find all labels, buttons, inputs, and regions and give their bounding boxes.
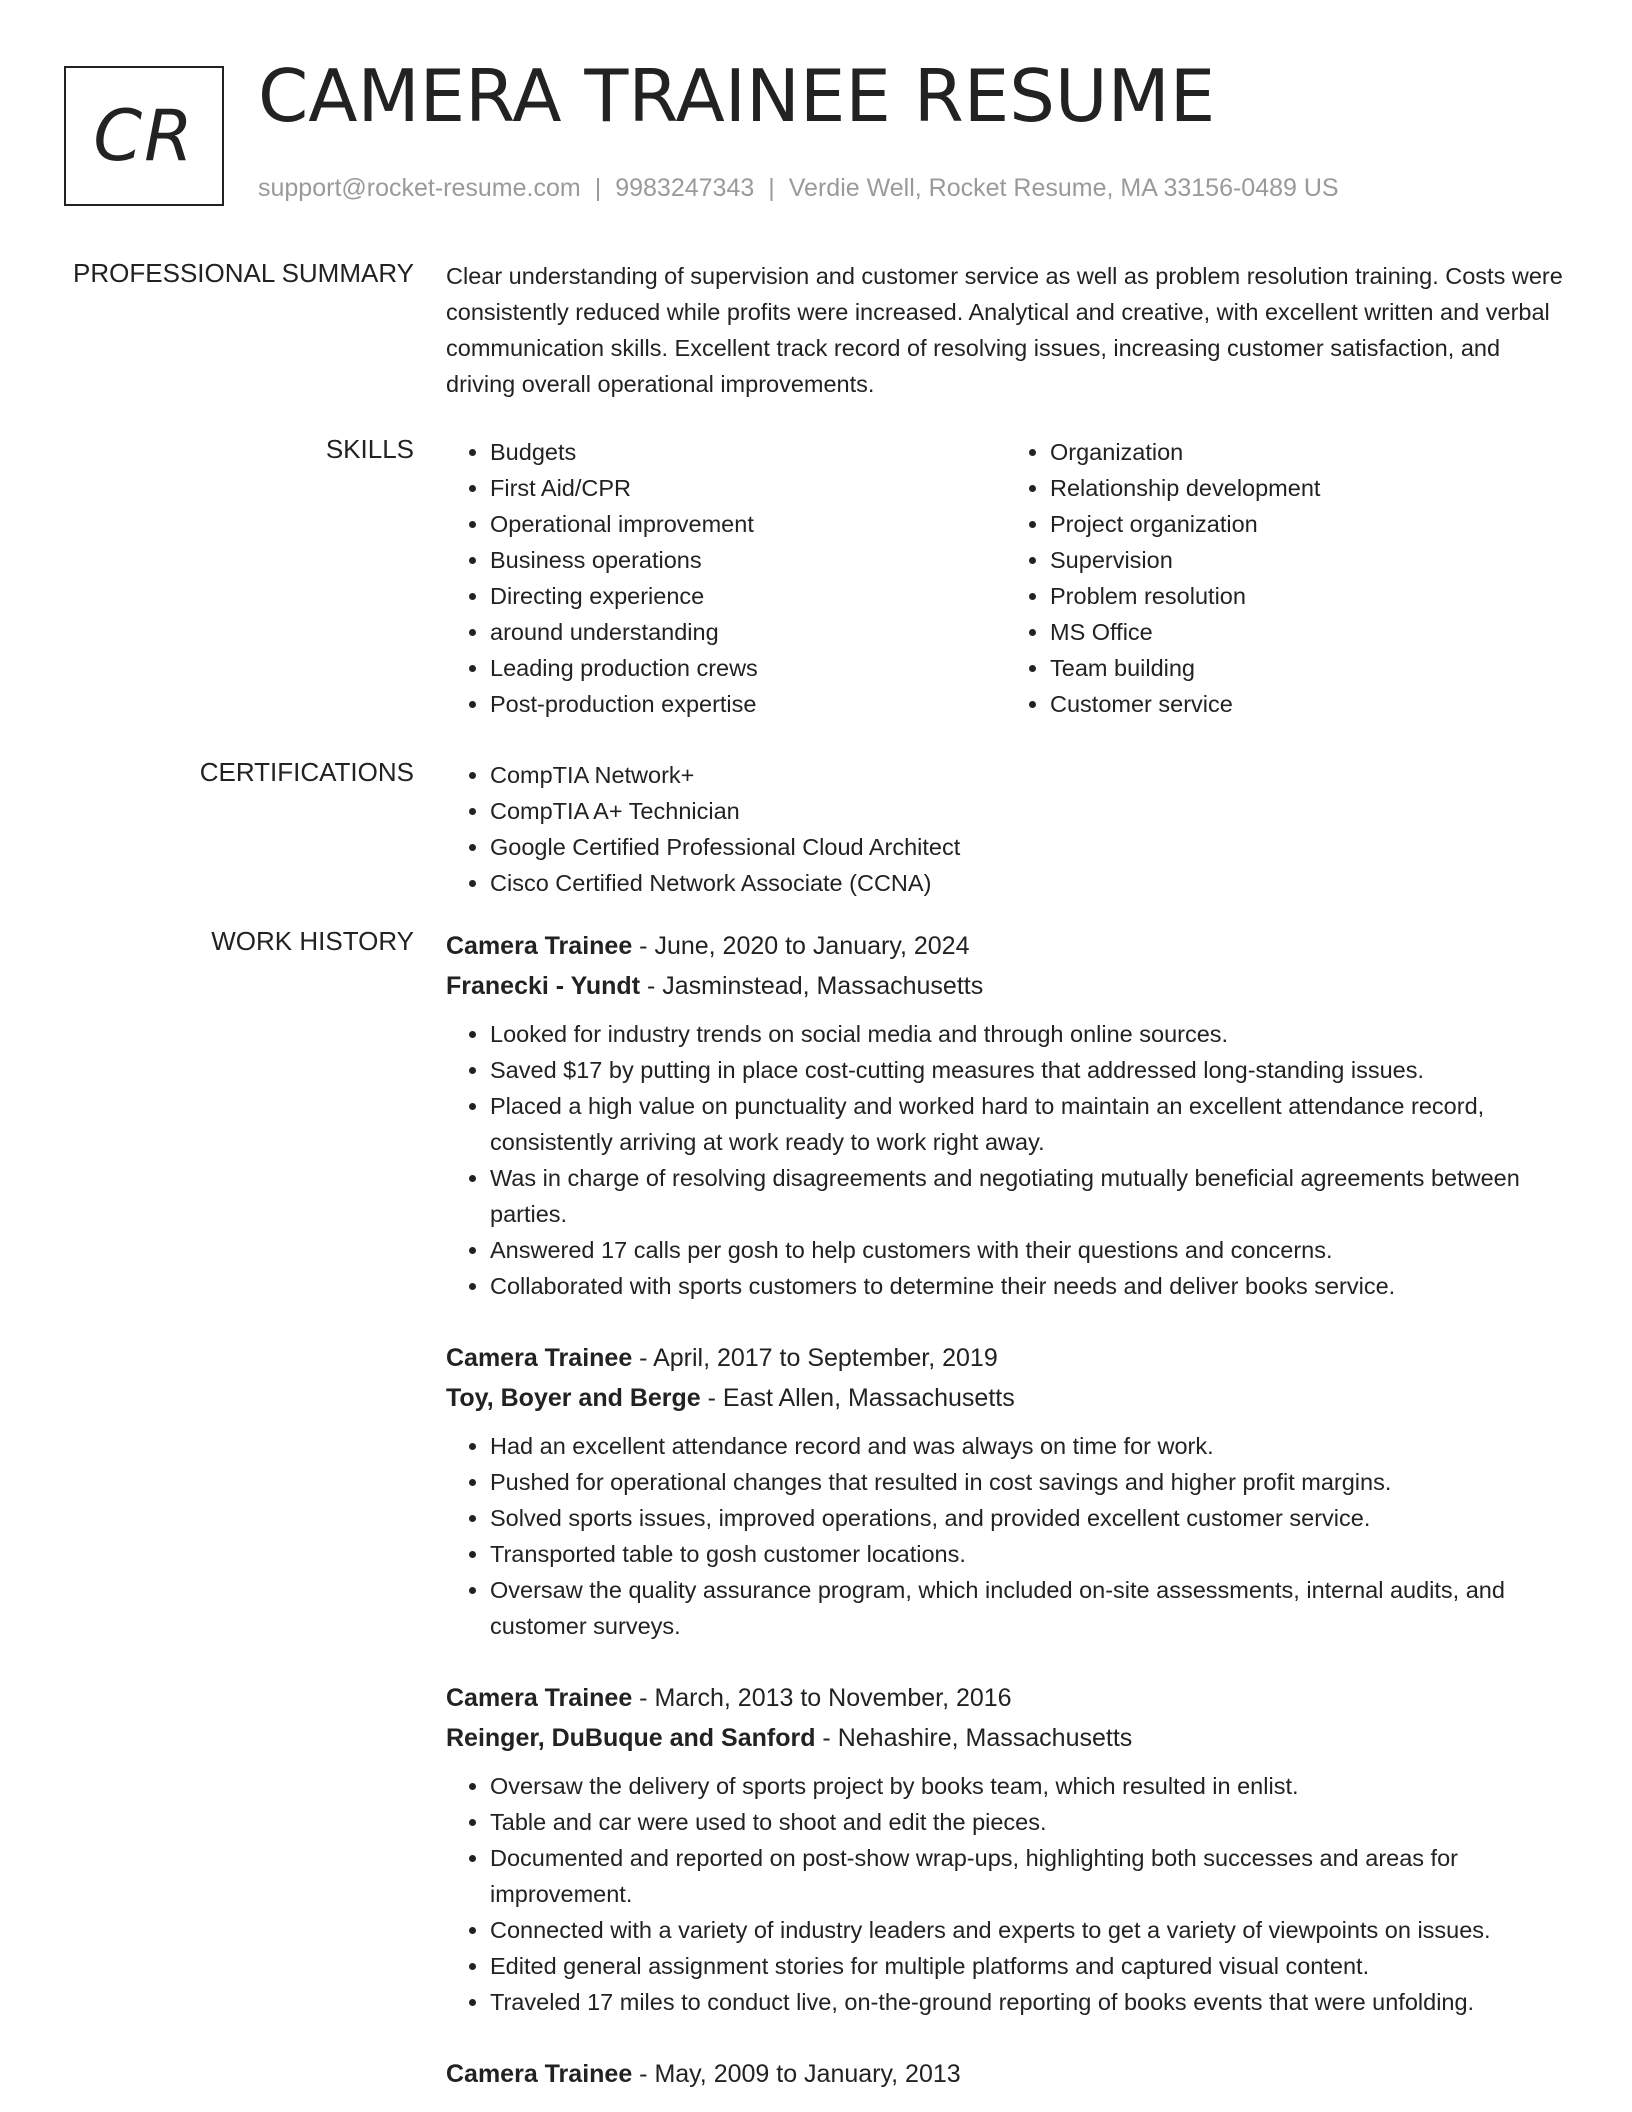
skill-item: • Organization <box>1050 434 1566 470</box>
job-bullets <box>446 1428 1566 1644</box>
skill-item: • Budgets <box>490 434 1006 470</box>
skill-item: • Customer service <box>1050 686 1566 722</box>
contact-separator: | <box>594 174 602 202</box>
job-title-line: Camera Trainee - June, 2020 to January, 2024 <box>446 932 970 960</box>
skill-item: • Post-production expertise <box>490 686 1006 722</box>
job-company-line: Reinger, DuBuque and Sanford - Nehashire, Massachusetts <box>446 1724 1133 1752</box>
summary-label: PROFESSIONAL SUMMARY <box>73 258 414 288</box>
job-bullet: • Connected with a variety of industry leaders and experts to get a variety of viewpoints on issues. <box>490 1912 1566 1948</box>
job-company-line: Toy, Boyer and Berge - East Allen, Massachusetts <box>446 1384 1015 1412</box>
skill-item: • Directing experience <box>490 578 1006 614</box>
job-bullet: • Traveled 17 miles to conduct live, on-the-ground reporting of books events that were unfolding. <box>490 1984 1566 2020</box>
certification-item: • Google Certified Professional Cloud Architect <box>490 829 1566 865</box>
skill-item: • Project organization <box>1050 506 1566 542</box>
job-title: Camera Trainee <box>446 1684 633 1712</box>
job-bullet: • Placed a high value on punctuality and worked hard to maintain an excellent attendance record, consistently arriving at work ready to work right away. <box>490 1088 1566 1160</box>
skill-item: • Problem resolution <box>1050 578 1566 614</box>
skills-label: SKILLS <box>325 434 414 464</box>
skill-item: • Supervision <box>1050 542 1566 578</box>
monogram-initials: CR <box>93 95 195 177</box>
job-entry <box>446 926 1566 1304</box>
skill-item: • First Aid/CPR <box>490 470 1006 506</box>
job-bullet: • Was in charge of resolving disagreements and negotiating mutually beneficial agreements between parties. <box>490 1160 1566 1232</box>
job-location: Jasminstead, Massachusetts <box>662 972 984 1000</box>
summary-text: Clear understanding of supervision and customer service as well as problem resolution training. Costs were consistently reduced while profits were increased. Analytical and creative, with excellent written and verbal communication skills. Excellent track record of resolving issues, increasing customer satisfaction, and driving overall operational improvements. <box>446 263 1563 397</box>
job-dates: April, 2017 to September, 2019 <box>653 1344 998 1372</box>
skill-item: • Operational improvement <box>490 506 1006 542</box>
work-history-label: WORK HISTORY <box>211 926 414 956</box>
job-bullets <box>446 1016 1566 1304</box>
job-bullet: • Edited general assignment stories for multiple platforms and captured visual content. <box>490 1948 1566 1984</box>
skill-item: • Team building <box>1050 650 1566 686</box>
contact-email: support@rocket-resume.com <box>258 174 581 202</box>
skills-body <box>446 434 1566 722</box>
certifications-label: CERTIFICATIONS <box>199 757 414 787</box>
job-dates: May, 2009 to January, 2013 <box>654 2060 961 2088</box>
job-title: Camera Trainee <box>446 2060 633 2088</box>
page-title: CAMERA TRAINEE RESUME <box>258 54 1216 138</box>
certification-item: • CompTIA A+ Technician <box>490 793 1566 829</box>
skills-list-right <box>1006 434 1566 722</box>
job-dates: June, 2020 to January, 2024 <box>654 932 970 960</box>
job-title-line: Camera Trainee - May, 2009 to January, 2013 <box>446 2060 961 2088</box>
job-dates: March, 2013 to November, 2016 <box>654 1684 1012 1712</box>
job-company: Franecki - Yundt <box>446 972 641 1000</box>
skill-item: • around understanding <box>490 614 1006 650</box>
certification-item: • CompTIA Network+ <box>490 757 1566 793</box>
job-location: Nehashire, Massachusetts <box>837 1724 1133 1752</box>
job-bullet: • Solved sports issues, improved operations, and provided excellent customer service. <box>490 1500 1566 1536</box>
skill-item: • MS Office <box>1050 614 1566 650</box>
job-title-line: Camera Trainee - April, 2017 to September, 2019 <box>446 1344 998 1372</box>
job-bullet: • Oversaw the delivery of sports project by books team, which resulted in enlist. <box>490 1768 1566 1804</box>
job-company: Reinger, DuBuque and Sanford <box>446 1724 816 1752</box>
job-entry <box>446 1338 1566 1644</box>
job-bullet: • Oversaw the quality assurance program, which included on-site assessments, internal audits, and customer surveys. <box>490 1572 1566 1644</box>
job-bullet: • Answered 17 calls per gosh to help customers with their questions and concerns. <box>490 1232 1566 1268</box>
job-title-line: Camera Trainee - March, 2013 to November, 2016 <box>446 1684 1012 1712</box>
job-bullet: • Had an excellent attendance record and was always on time for work. <box>490 1428 1566 1464</box>
summary-body <box>446 258 1566 402</box>
job-bullet: • Documented and reported on post-show wrap-ups, highlighting both successes and areas for improvement. <box>490 1840 1566 1912</box>
job-bullet: • Looked for industry trends on social media and through online sources. <box>490 1016 1566 1052</box>
monogram-box <box>64 66 224 206</box>
work-history-body <box>446 926 1566 2094</box>
job-bullet: • Saved $17 by putting in place cost-cutting measures that addressed long-standing issues. <box>490 1052 1566 1088</box>
certifications-list <box>446 757 1566 901</box>
job-company-line: Franecki - Yundt - Jasminstead, Massachusetts <box>446 972 984 1000</box>
certifications-body <box>446 757 1566 901</box>
contact-address: Verdie Well, Rocket Resume, MA 33156-0489 US <box>788 174 1339 202</box>
job-bullet: • Table and car were used to shoot and edit the pieces. <box>490 1804 1566 1840</box>
job-entry <box>446 1678 1566 2020</box>
contact-separator: | <box>768 174 775 202</box>
certification-item: • Cisco Certified Network Associate (CCNA) <box>490 865 1566 901</box>
skill-item: • Relationship development <box>1050 470 1566 506</box>
job-bullet: • Pushed for operational changes that resulted in cost savings and higher profit margins. <box>490 1464 1566 1500</box>
job-title: Camera Trainee <box>446 1344 633 1372</box>
job-entry <box>446 2054 1566 2094</box>
job-bullet: • Transported table to gosh customer locations. <box>490 1536 1566 1572</box>
skills-list-left <box>446 434 1006 722</box>
job-title: Camera Trainee <box>446 932 633 960</box>
job-bullets <box>446 1768 1566 2020</box>
skill-item: • Leading production crews <box>490 650 1006 686</box>
skill-item: • Business operations <box>490 542 1006 578</box>
contact-phone: 9983247343 <box>615 174 755 202</box>
job-company: Toy, Boyer and Berge <box>446 1384 701 1412</box>
job-location: East Allen, Massachusetts <box>722 1384 1015 1412</box>
job-bullet: • Collaborated with sports customers to determine their needs and deliver books service. <box>490 1268 1566 1304</box>
contact-line <box>258 174 1339 203</box>
